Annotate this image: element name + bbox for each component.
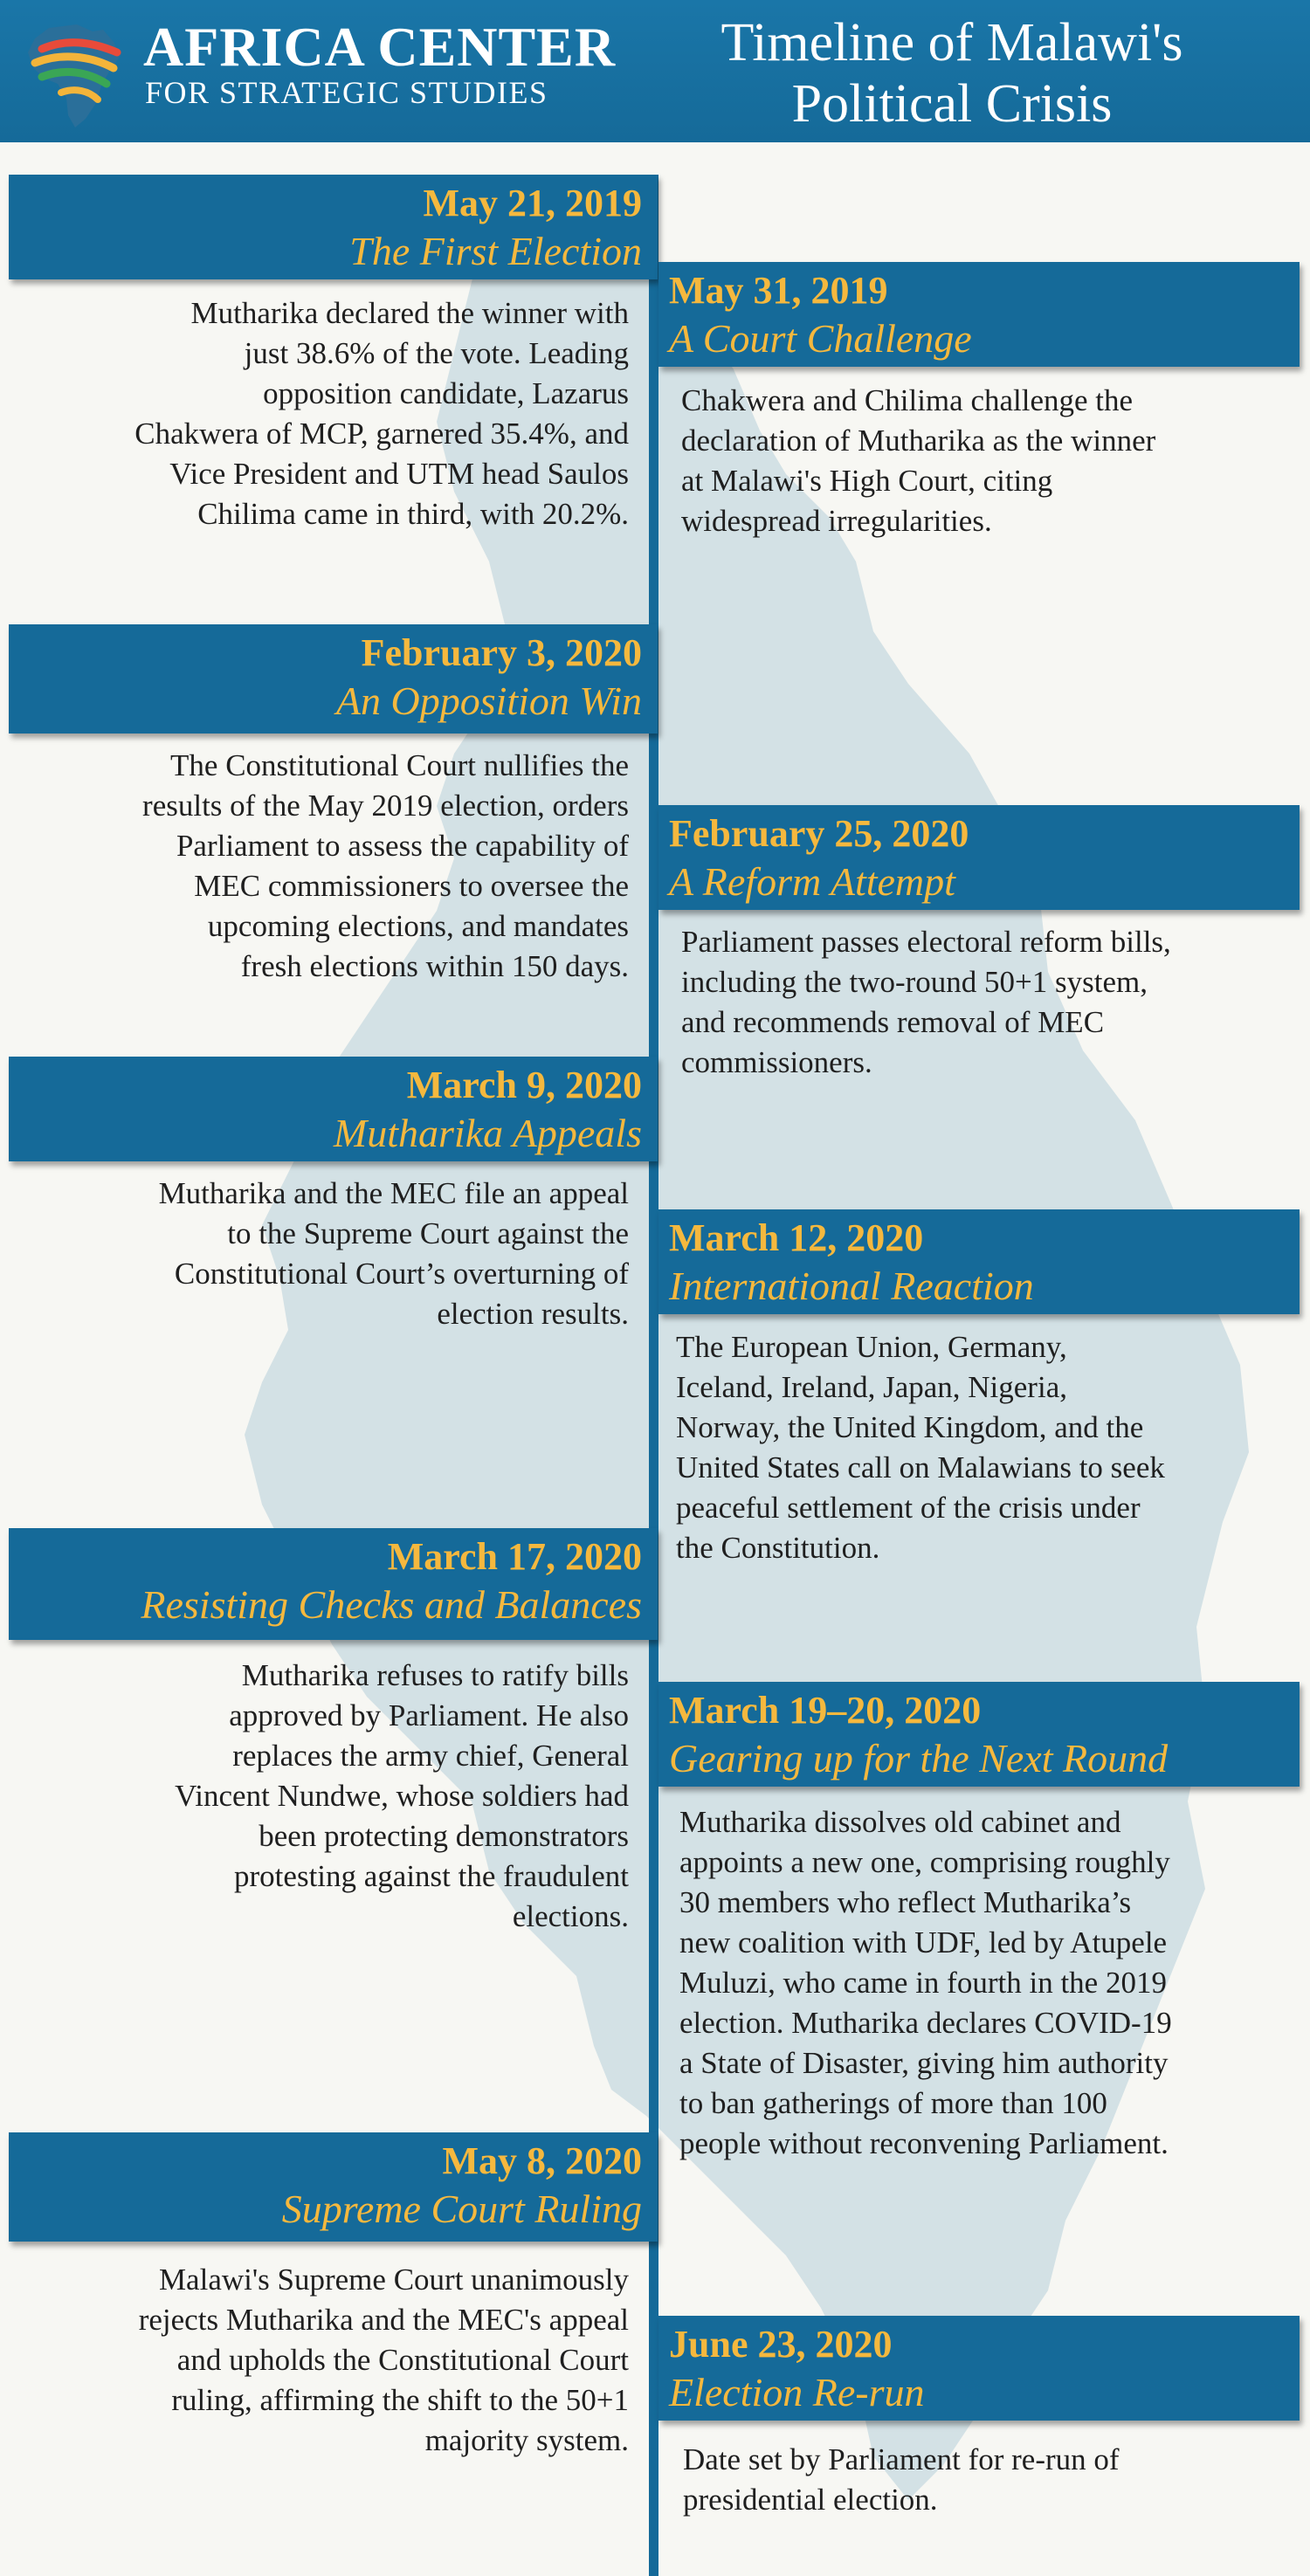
description-line: approved by Parliament. He also — [229, 1698, 629, 1732]
description-line: results of the May 2019 election, orders — [142, 789, 629, 823]
description-line: election results. — [437, 1297, 629, 1331]
description-line: Mutharika and the MEC file an appeal — [158, 1176, 629, 1210]
event-title: An Opposition Win — [335, 678, 642, 723]
description-line: fresh elections within 150 days. — [240, 949, 629, 983]
event-header-march-19-20-2020 — [658, 1682, 1300, 1787]
description-line: just 38.6% of the vote. Leading — [244, 336, 629, 370]
description-line: MEC commissioners to oversee the — [194, 869, 629, 903]
description-line: Vice President and UTM head Saulos — [169, 457, 629, 491]
description-line: majority system. — [424, 2423, 629, 2457]
description-line: Date set by Parliament for re-run of — [683, 2442, 1120, 2476]
description-line: at Malawi's High Court, citing — [681, 464, 1053, 498]
description-line: upcoming elections, and mandates — [207, 909, 629, 943]
description-line: rejects Mutharika and the MEC's appeal — [138, 2303, 629, 2337]
event-header-may-8-2020 — [9, 2132, 658, 2242]
event-title: Gearing up for the Next Round — [669, 1736, 1169, 1780]
event-title: International Reaction — [669, 1264, 1034, 1308]
description-line: declaration of Mutharika as the winner — [681, 424, 1156, 458]
event-date: March 9, 2020 — [406, 1064, 642, 1106]
event-description — [676, 1327, 1293, 1568]
description-line: The Constitutional Court nullifies the — [170, 748, 629, 782]
event-date: May 8, 2020 — [442, 2139, 642, 2182]
description-line: Norway, the United Kingdom, and the — [676, 1410, 1144, 1444]
description-line: Chakwera and Chilima challenge the — [681, 383, 1134, 417]
event-date: March 17, 2020 — [387, 1535, 642, 1578]
event-description — [16, 1174, 629, 1334]
event-description — [16, 293, 629, 534]
page-title-line-1: Timeline of Malawi's — [720, 13, 1183, 72]
logo-title: AFRICA CENTER — [143, 16, 617, 78]
description-line: election. Mutharika declares COVID-19 — [679, 2006, 1172, 2040]
event-title: The First Election — [349, 229, 642, 273]
event-description — [683, 2440, 1294, 2520]
event-header-may-31-2019 — [658, 262, 1300, 367]
event-description — [679, 1802, 1303, 2164]
description-line: Mutharika refuses to ratify bills — [241, 1658, 629, 1692]
description-line: replaces the army chief, General — [232, 1739, 629, 1773]
event-date: February 25, 2020 — [669, 812, 969, 855]
description-line: people without reconvening Parliament. — [679, 2126, 1169, 2160]
description-line: Muluzi, who came in fourth in the 2019 — [679, 1966, 1167, 2000]
description-line: including the two-round 50+1 system, — [681, 965, 1148, 999]
description-line: Chilima came in third, with 20.2%. — [197, 497, 629, 531]
description-line: new coalition with UDF, led by Atupele — [679, 1925, 1168, 1960]
description-line: widespread irregularities. — [681, 504, 992, 538]
event-date: May 21, 2019 — [423, 182, 642, 224]
description-line: Iceland, Ireland, Japan, Nigeria, — [676, 1370, 1067, 1404]
event-date: February 3, 2020 — [361, 631, 642, 674]
event-description — [16, 1656, 629, 1937]
event-date: May 31, 2019 — [669, 269, 888, 312]
description-line: Mutharika dissolves old cabinet and — [679, 1805, 1121, 1839]
event-header-february-25-2020 — [658, 805, 1300, 910]
description-line: presidential election. — [683, 2483, 938, 2517]
description-line: elections. — [512, 1899, 629, 1933]
description-line: Chakwera of MCP, garnered 35.4%, and — [134, 417, 629, 451]
event-date: March 19–20, 2020 — [669, 1689, 982, 1732]
event-date: March 12, 2020 — [669, 1216, 924, 1259]
description-line: been protecting demonstrators — [259, 1819, 629, 1853]
description-line: 30 members who reflect Mutharika’s — [679, 1885, 1132, 1919]
event-description — [16, 2260, 629, 2461]
event-description — [16, 746, 629, 987]
description-line: opposition candidate, Lazarus — [263, 376, 629, 410]
event-header-february-3-2020 — [9, 624, 658, 734]
description-line: Parliament to assess the capability of — [176, 829, 629, 863]
event-title: Supreme Court Ruling — [281, 2187, 642, 2231]
page-title — [672, 12, 1231, 134]
description-line: to ban gatherings of more than 100 — [679, 2086, 1107, 2120]
description-line: protesting against the fraudulent — [234, 1859, 629, 1893]
description-line: United States call on Malawians to seek — [676, 1450, 1165, 1484]
description-line: and recommends removal of MEC — [681, 1005, 1105, 1039]
description-line: Constitutional Court’s overturning of — [174, 1257, 629, 1291]
event-header-june-23-2020 — [658, 2316, 1300, 2421]
header-banner — [0, 0, 1310, 142]
event-title: A Court Challenge — [669, 316, 972, 361]
event-header-march-12-2020 — [658, 1209, 1300, 1314]
description-line: The European Union, Germany, — [676, 1330, 1067, 1364]
description-line: the Constitution. — [676, 1531, 880, 1565]
description-line: to the Supreme Court against the — [227, 1216, 629, 1250]
description-line: commissioners. — [681, 1045, 872, 1079]
page-title-line-2: Political Crisis — [791, 74, 1113, 134]
event-title: Mutharika Appeals — [333, 1111, 642, 1155]
description-line: peaceful settlement of the crisis under — [676, 1491, 1141, 1525]
event-title: A Reform Attempt — [669, 859, 955, 904]
event-header-march-17-2020 — [9, 1528, 658, 1640]
description-line: Vincent Nundwe, whose soldiers had — [175, 1779, 629, 1813]
event-description — [681, 381, 1293, 541]
description-line: Parliament passes electoral reform bills, — [681, 925, 1171, 959]
logo-subtitle: FOR STRATEGIC STUDIES — [145, 75, 548, 110]
description-line: appoints a new one, comprising roughly — [679, 1845, 1170, 1879]
description-line: Mutharika declared the winner with — [190, 296, 629, 330]
event-title: Resisting Checks and Balances — [141, 1582, 642, 1627]
event-title: Election Re-run — [669, 2370, 925, 2414]
event-header-may-21-2019 — [9, 175, 658, 279]
description-line: ruling, affirming the shift to the 50+1 — [171, 2383, 629, 2417]
event-description — [681, 922, 1293, 1083]
africa-map-logo-icon — [23, 23, 128, 131]
event-date: June 23, 2020 — [669, 2323, 893, 2366]
description-line: a State of Disaster, giving him authority — [679, 2046, 1169, 2080]
description-line: and upholds the Constitutional Court — [176, 2343, 629, 2377]
description-line: Malawi's Supreme Court unanimously — [158, 2263, 629, 2297]
event-header-march-9-2020 — [9, 1057, 658, 1161]
